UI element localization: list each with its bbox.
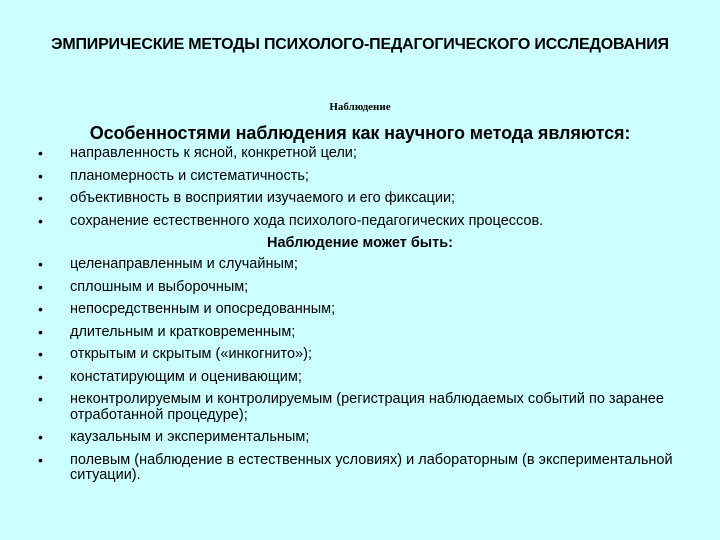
bullet-icon: • xyxy=(38,323,43,340)
types-heading: Наблюдение может быть: xyxy=(266,235,454,251)
bullet-icon: • xyxy=(38,391,43,407)
list-item xyxy=(38,257,688,273)
bullet-icon: • xyxy=(38,301,43,317)
list-item-text: открытым и скрытым («инкогнито»); xyxy=(70,346,312,362)
list-item xyxy=(38,325,688,341)
list-item xyxy=(38,302,688,318)
list-item-text: направленность к ясной, конкретной цели; xyxy=(70,145,357,161)
bullet-icon: • xyxy=(38,451,43,468)
slide-subtitle: Наблюдение xyxy=(329,101,391,113)
list-item-text: сплошным и выборочным; xyxy=(70,278,249,295)
list-item xyxy=(38,280,688,296)
types-list xyxy=(38,257,688,491)
list-item xyxy=(38,214,688,230)
list-item xyxy=(38,453,688,484)
list-item-text: неконтролируемым и контролируемым (регистрация наблюдаемых событий по заранее отработанной процедуре); xyxy=(70,391,664,423)
list-item-text: непосредственным и опосредованным; xyxy=(70,301,336,317)
bullet-icon: • xyxy=(38,278,43,295)
list-item xyxy=(38,191,688,207)
list-item-text: сохранение естественного хода психолого-педагогических процессов. xyxy=(70,212,544,229)
list-item-text: планомерность и систематичность; xyxy=(70,167,309,184)
list-item xyxy=(38,347,688,363)
bullet-icon: • xyxy=(38,256,43,272)
slide-title: ЭМПИРИЧЕСКИЕ МЕТОДЫ ПСИХОЛОГО-ПЕДАГОГИЧЕСКОГО ИССЛЕДОВАНИЯ xyxy=(51,36,669,53)
list-item xyxy=(38,146,688,162)
bullet-icon: • xyxy=(38,167,43,184)
list-item xyxy=(38,370,688,386)
bullet-icon: • xyxy=(38,145,43,161)
list-item xyxy=(38,430,688,446)
features-list xyxy=(38,146,688,236)
list-item-text: констатирующим и оценивающим; xyxy=(70,368,302,385)
list-item-text: полевым (наблюдение в естественных условиях) и лабораторным (в экспериментальной ситуации). xyxy=(70,451,673,483)
bullet-icon: • xyxy=(38,368,43,385)
features-heading: Особенностями наблюдения как научного метода являются: xyxy=(89,123,631,143)
list-item xyxy=(38,169,688,185)
bullet-icon: • xyxy=(38,346,43,362)
list-item-text: длительным и кратковременным; xyxy=(70,323,296,340)
bullet-icon: • xyxy=(38,190,43,206)
list-item-text: каузальным и экспериментальным; xyxy=(70,429,310,445)
list-item xyxy=(38,392,688,423)
list-item-text: целенаправленным и случайным; xyxy=(70,256,298,272)
bullet-icon: • xyxy=(38,429,43,445)
bullet-icon: • xyxy=(38,212,43,229)
list-item-text: объективность в восприятии изучаемого и его фиксации; xyxy=(70,190,456,206)
